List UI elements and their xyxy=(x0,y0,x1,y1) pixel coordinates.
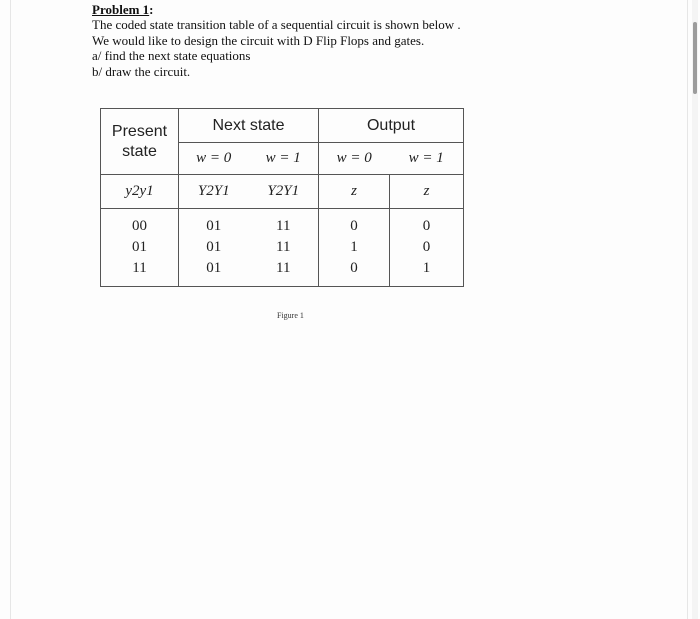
problem-line-4: b/ draw the circuit. xyxy=(92,63,191,79)
state-transition-table xyxy=(100,108,463,289)
problem-line-2: We would like to design the circuit with D Flip Flops and gates. xyxy=(92,32,425,48)
output-var-label-w1: z xyxy=(390,175,464,209)
table-cell: 0 xyxy=(350,260,358,276)
next-state-w1-column xyxy=(249,209,319,287)
table-cell: 01 xyxy=(206,260,222,276)
table-cell: 00 xyxy=(132,218,147,234)
next-var-label-w1: Y2Y1 xyxy=(249,175,319,209)
output-var-label-w0: z xyxy=(319,175,390,209)
output-w0-header: w = 0 xyxy=(336,150,372,166)
next-state-w0-column xyxy=(179,209,249,287)
present-state-column xyxy=(101,209,179,287)
output-w1-column xyxy=(390,209,464,287)
next-state-header: Next state xyxy=(179,109,319,143)
problem-line-3: a/ find the next state equations xyxy=(92,48,251,64)
problem-title: Problem 1: xyxy=(92,2,154,17)
next-state-w1-header: w = 1 xyxy=(249,143,319,175)
figure-caption: Figure 1 xyxy=(277,311,304,320)
next-var-label-w0: Y2Y1 xyxy=(179,175,249,209)
table-cell: 01 xyxy=(206,218,222,234)
table-cell: 11 xyxy=(276,218,291,234)
table-cell: 0 xyxy=(422,239,431,255)
scrollbar-thumb[interactable] xyxy=(693,22,697,94)
table-cell: 1 xyxy=(350,239,358,255)
table-cell: 11 xyxy=(276,239,291,255)
problem-statement xyxy=(92,2,461,79)
present-state-header: Present state xyxy=(101,109,179,175)
table-cell: 01 xyxy=(206,239,222,255)
table-cell: 11 xyxy=(132,260,147,276)
next-state-w0-header: w = 0 xyxy=(196,150,232,166)
table-cell: 1 xyxy=(422,260,431,276)
problem-line-1: The coded state transition table of a sequential circuit is shown below . xyxy=(92,17,461,33)
table-cell: 0 xyxy=(350,218,358,234)
page-edge xyxy=(10,0,688,619)
output-w0-column xyxy=(319,209,390,287)
table-cell: 11 xyxy=(276,260,291,276)
present-var-label: y2y1 xyxy=(101,175,179,209)
output-w1-header: w = 1 xyxy=(390,143,464,175)
table-cell: 01 xyxy=(132,239,147,255)
table-cell: 0 xyxy=(422,218,431,234)
output-header: Output xyxy=(319,109,464,143)
